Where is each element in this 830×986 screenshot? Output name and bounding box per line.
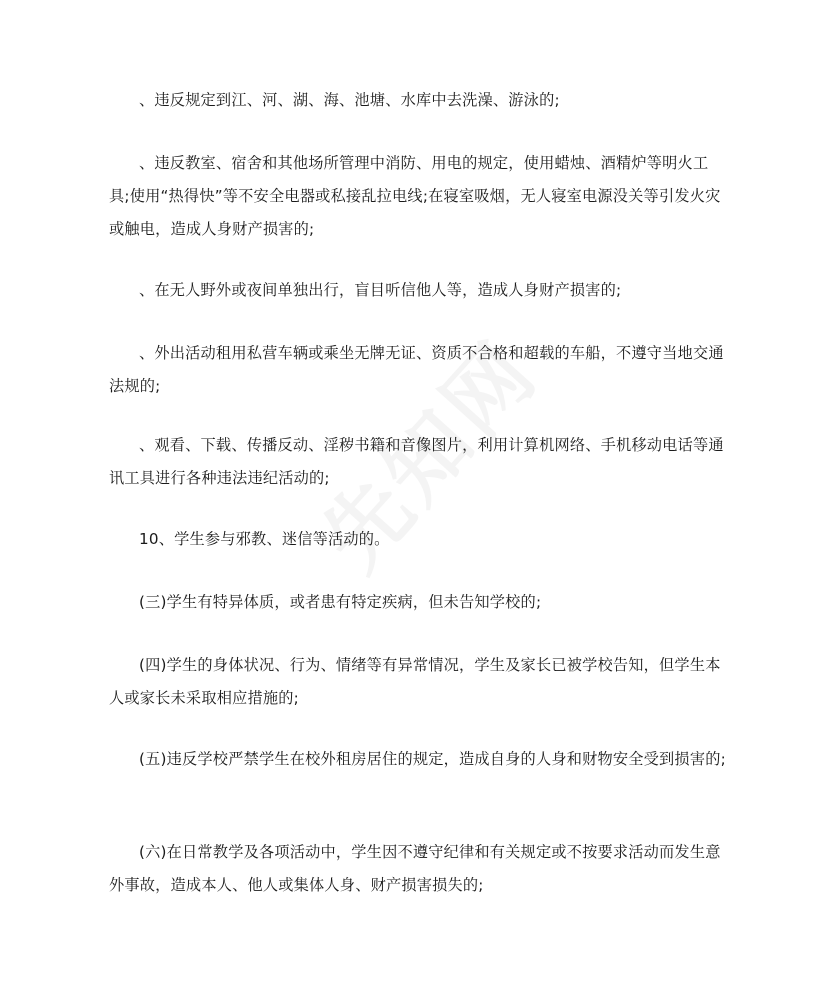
paragraph [109, 84, 729, 117]
paragraph-text: (五)违反学校严禁学生在校外租房居住的规定，造成自身的人身和财物安全受到损害的; [139, 750, 726, 768]
paragraph [109, 429, 729, 495]
paragraph-text: 10、学生参与邪教、迷信等活动的。 [139, 530, 390, 548]
paragraph [109, 836, 729, 902]
paragraph [109, 743, 729, 776]
paragraph-text: 、在无人野外或夜间单独出行，盲目听信他人等，造成人身财产损害的; [139, 281, 622, 299]
paragraph [109, 649, 729, 715]
paragraph-text: (六)在日常教学及各项活动中，学生因不遵守纪律和有关规定或不按要求活动而发生意外事故，造成本人、他人或集体人身、财产损害损失的; [109, 843, 721, 894]
paragraph [109, 523, 729, 556]
paragraph [109, 147, 729, 246]
paragraph [109, 586, 729, 619]
paragraph-text: 、违反规定到江、河、湖、海、池塘、水库中去洗澡、游泳的; [139, 91, 560, 109]
paragraph-text: 、观看、下载、传播反动、淫秽书籍和音像图片，利用计算机网络、手机移动电话等通讯工具进行各种违法违纪活动的; [109, 436, 724, 487]
paragraph-text: 、违反教室、宿舍和其他场所管理中消防、用电的规定，使用蜡烛、酒精炉等明火工具;使用“热得快”等不安全电器或私接乱拉电线;在寝室吸烟，无人寝室电源没关等引发火灾或触电，造成人身财产损害的; [109, 154, 721, 238]
paragraph-text: (三)学生有特异体质，或者患有特定疾病，但未告知学校的; [139, 593, 542, 611]
paragraph-text: 、外出活动租用私营车辆或乘坐无牌无证、资质不合格和超载的车船，不遵守当地交通法规的; [109, 344, 724, 395]
paragraph [109, 274, 729, 307]
paragraph [109, 337, 729, 403]
paragraph-text: (四)学生的身体状况、行为、情绪等有异常情况，学生及家长已被学校告知，但学生本人或家长未采取相应措施的; [109, 656, 721, 707]
